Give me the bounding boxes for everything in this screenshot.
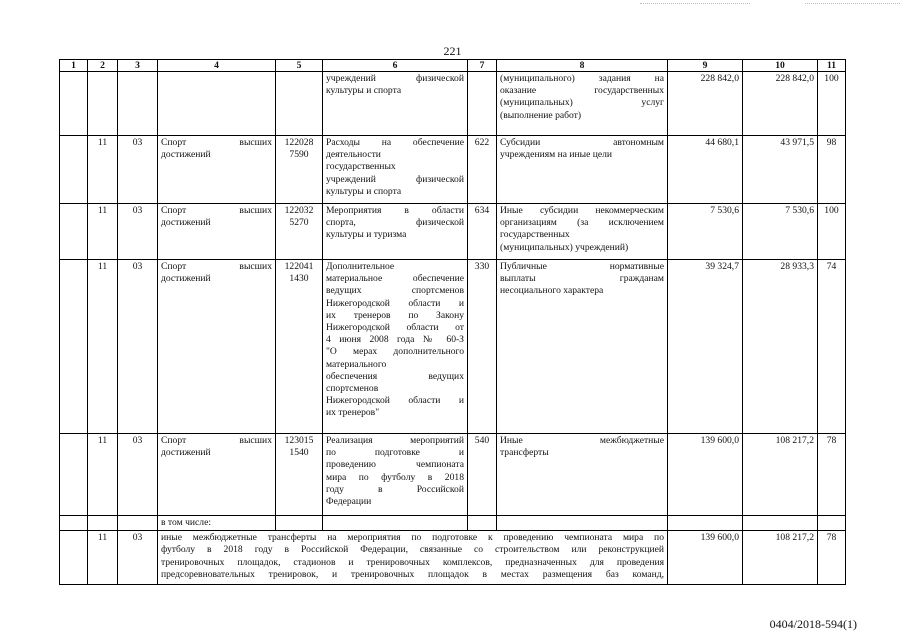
empty-cell	[743, 516, 818, 531]
target-article-code-line: 7590	[289, 149, 309, 161]
expense-type-name-line: (муниципальных) учреждений)	[500, 241, 629, 253]
execution-percent: 100	[818, 204, 846, 260]
expense-type-name-line: выплаты гражданам	[500, 273, 664, 285]
section-name-line: достижений	[161, 217, 211, 229]
execution-percent: 78	[818, 434, 846, 516]
empty-cell	[497, 516, 668, 531]
expense-type-name-line: учреждениям на иные цели	[500, 149, 613, 161]
section-code: 11	[88, 260, 118, 434]
empty-cell	[60, 434, 88, 516]
target-article-code-line: 1430	[289, 273, 309, 285]
subsection-code	[118, 72, 158, 136]
expense-type-code: 622	[468, 136, 497, 204]
target-article-name-line: деятельности	[326, 149, 381, 161]
target-article-name-line: по подготовке и	[326, 447, 464, 459]
expense-type-code	[468, 72, 497, 136]
section-code: 11	[88, 434, 118, 516]
section-name-line: достижений	[161, 447, 211, 459]
subsection-code: 03	[118, 260, 158, 434]
header-cell: 7	[468, 60, 497, 72]
empty-cell	[60, 260, 88, 434]
section-name	[158, 136, 276, 204]
merged-description-line: тренировочных площадок, стадионов и тренировочных комплексов, предназначенных для проведения	[161, 556, 664, 568]
actual-amount: 7 530,6	[743, 204, 818, 260]
plan-amount: 228 842,0	[668, 72, 743, 136]
document-code: 0404/2018-594(1)	[769, 617, 857, 631]
including-row	[60, 516, 846, 531]
including-label: в том числе:	[158, 516, 276, 531]
actual-amount: 228 842,0	[743, 72, 818, 136]
header-cell: 5	[276, 60, 323, 72]
header-cell: 3	[118, 60, 158, 72]
merged-description-line: иные межбюджетные трансферты на мероприятия по подготовке к проведению чемпионата мира по	[161, 532, 664, 544]
target-article-name-line: культуры и туризма	[326, 229, 407, 241]
target-article-name-line: учреждений физической	[326, 173, 464, 185]
empty-cell	[60, 204, 88, 260]
expense-type-code: 634	[468, 204, 497, 260]
target-article-code-line: 122028	[284, 137, 314, 148]
empty-cell	[88, 516, 118, 531]
target-article-name-line: "О мерах дополнительного	[326, 346, 464, 358]
target-article-name-line: Расходы на обеспечение	[326, 137, 464, 148]
target-article-name-line: ведущих спортсменов	[326, 285, 464, 297]
target-article-name	[323, 204, 468, 260]
execution-percent: 98	[818, 136, 846, 204]
section-name-line: Спорт высших	[161, 261, 272, 272]
target-article-name-line: Нижегородской области и	[326, 297, 464, 309]
empty-cell	[60, 136, 88, 204]
target-article-name-line: их тренеров по Закону	[326, 309, 464, 321]
empty-cell	[668, 516, 743, 531]
expense-type-name-line: Иные межбюджетные	[500, 435, 664, 446]
section-name	[158, 72, 276, 136]
actual-amount: 108 217,2	[743, 531, 818, 585]
header-cell: 9	[668, 60, 743, 72]
empty-cell	[323, 516, 468, 531]
target-article-name-line: мира по футболу в 2018	[326, 471, 464, 483]
merged-description	[158, 531, 668, 585]
target-article-name-line: материальное обеспечение	[326, 273, 464, 285]
plan-amount: 44 680,1	[668, 136, 743, 204]
subsection-code: 03	[118, 204, 158, 260]
section-code: 11	[88, 136, 118, 204]
expense-type-name-line: Иные субсидии некоммерческим	[500, 205, 664, 216]
execution-percent: 78	[818, 531, 846, 585]
target-article-name-line: Нижегородской области от	[326, 322, 464, 334]
budget-table	[59, 59, 846, 585]
section-code: 11	[88, 204, 118, 260]
target-article-name-line: обеспечения ведущих	[326, 370, 464, 382]
actual-amount: 43 971,5	[743, 136, 818, 204]
empty-cell	[60, 516, 88, 531]
target-article-name-line: спорта, физической	[326, 217, 464, 229]
section-name-line: Спорт высших	[161, 205, 272, 216]
section-code: 11	[88, 531, 118, 585]
target-article-name-line: культуры и спорта	[326, 85, 402, 97]
target-article-name	[323, 434, 468, 516]
target-article-name	[323, 136, 468, 204]
header-cell: 11	[818, 60, 846, 72]
target-article-name	[323, 260, 468, 434]
target-article-name-line: культуры и спорта	[326, 185, 402, 197]
actual-amount: 28 933,3	[743, 260, 818, 434]
table-row	[60, 204, 846, 260]
target-article-code	[276, 72, 323, 136]
table-row	[60, 260, 846, 434]
merged-description-row	[60, 531, 846, 585]
target-article-name-line: Реализация мероприятий	[326, 435, 464, 446]
merged-description-line: предсоревновательных тренировок, и тренировочных площадок в местах размещения баз команд,	[161, 568, 664, 580]
expense-type-name-line: Субсидии автономным	[500, 137, 664, 148]
header-cell: 2	[88, 60, 118, 72]
target-article-name-line: Федерации	[326, 496, 372, 508]
expense-type-code: 540	[468, 434, 497, 516]
target-article-name-line: спортсменов	[326, 383, 379, 395]
plan-amount: 139 600,0	[668, 531, 743, 585]
section-code	[88, 72, 118, 136]
section-name-line: достижений	[161, 273, 211, 285]
target-article-name-line: их тренеров"	[326, 407, 380, 419]
target-article-code	[276, 260, 323, 434]
actual-amount: 108 217,2	[743, 434, 818, 516]
target-article-name-line: государственных	[326, 161, 396, 173]
section-name-line: достижений	[161, 149, 211, 161]
table-row	[60, 434, 846, 516]
header-cell: 6	[323, 60, 468, 72]
expense-type-name	[497, 136, 668, 204]
expense-type-name	[497, 260, 668, 434]
empty-cell	[60, 531, 88, 585]
section-name	[158, 260, 276, 434]
target-article-name-line: проведению чемпионата	[326, 459, 464, 471]
expense-type-name-line: (муниципального) задания на	[500, 73, 664, 84]
section-name	[158, 434, 276, 516]
target-article-name-line: 4 июня 2008 года № 60-З	[326, 334, 464, 346]
expense-type-name	[497, 434, 668, 516]
target-article-code	[276, 136, 323, 204]
empty-cell	[60, 72, 88, 136]
expense-type-name-line: Публичные нормативные	[500, 261, 664, 272]
target-article-name	[323, 72, 468, 136]
expense-type-name-line: (муниципальных) услуг	[500, 97, 664, 109]
target-article-name-line: Дополнительное	[326, 261, 395, 272]
target-article-name-line: году в Российской	[326, 483, 464, 495]
expense-type-name	[497, 72, 668, 136]
expense-type-name-line: организациям (за исключением	[500, 217, 664, 229]
execution-percent: 74	[818, 260, 846, 434]
expense-type-name-line: (выполнение работ)	[500, 109, 582, 121]
empty-cell	[818, 516, 846, 531]
scan-edge-mark-left	[640, 3, 750, 4]
target-article-code-line: 122032	[284, 205, 314, 216]
scan-edge-mark-right	[805, 3, 900, 4]
target-article-code-line: 1540	[289, 447, 309, 459]
target-article-code-line: 122041	[284, 261, 314, 272]
target-article-name-line: Мероприятия в области	[326, 205, 464, 216]
target-article-code-line: 123015	[284, 435, 314, 446]
target-article-name-line: Нижегородской области и	[326, 395, 464, 407]
target-article-code-line: 5270	[289, 217, 309, 229]
target-article-code	[276, 204, 323, 260]
empty-cell	[118, 516, 158, 531]
plan-amount: 139 600,0	[668, 434, 743, 516]
expense-type-name-line: трансферты	[500, 447, 549, 459]
expense-type-name-line: оказание государственных	[500, 85, 664, 97]
plan-amount: 39 324,7	[668, 260, 743, 434]
target-article-name-line: материального	[326, 358, 387, 370]
expense-type-name-line: несоциального характера	[500, 285, 604, 297]
target-article-code	[276, 434, 323, 516]
header-cell: 10	[743, 60, 818, 72]
subsection-code: 03	[118, 136, 158, 204]
execution-percent: 100	[818, 72, 846, 136]
page-number: 221	[443, 44, 462, 58]
expense-type-name	[497, 204, 668, 260]
section-name-line: Спорт высших	[161, 137, 272, 148]
subsection-code: 03	[118, 434, 158, 516]
table-row	[60, 72, 846, 136]
header-cell: 4	[158, 60, 276, 72]
section-name-line: Спорт высших	[161, 435, 272, 446]
table-row	[60, 136, 846, 204]
merged-description-line: футболу в 2018 году в Российской Федерации, связанные со строительством или реконструкцией	[161, 544, 664, 556]
header-cell: 1	[60, 60, 88, 72]
section-name	[158, 204, 276, 260]
subsection-code: 03	[118, 531, 158, 585]
expense-type-name-line: государственных	[500, 229, 570, 241]
empty-cell	[276, 516, 323, 531]
plan-amount: 7 530,6	[668, 204, 743, 260]
header-cell: 8	[497, 60, 668, 72]
empty-cell	[468, 516, 497, 531]
target-article-name-line: учреждений физической	[326, 73, 464, 84]
expense-type-code: 330	[468, 260, 497, 434]
header-row	[60, 60, 846, 72]
